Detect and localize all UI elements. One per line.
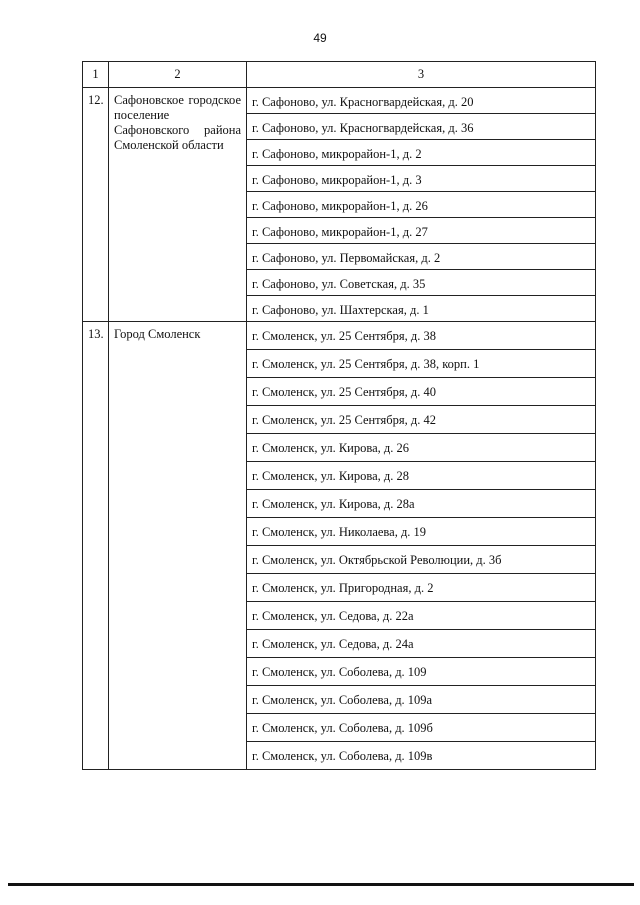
header-row bbox=[83, 62, 596, 88]
address-cell: г. Смоленск, ул. Соболева, д. 109а bbox=[247, 686, 596, 714]
address-cell: г. Смоленск, ул. Пригородная, д. 2 bbox=[247, 574, 596, 602]
address-cell: г. Сафоново, микрорайон-1, д. 3 bbox=[247, 166, 596, 192]
address-cell: г. Смоленск, ул. Кирова, д. 28а bbox=[247, 490, 596, 518]
page-number: 49 bbox=[313, 31, 327, 45]
header-cell-1: 1 bbox=[83, 62, 109, 88]
address-cell: г. Сафоново, микрорайон-1, д. 2 bbox=[247, 140, 596, 166]
municipality-name: Сафоновское городское поселение Сафоновского района Смоленской области bbox=[109, 88, 247, 322]
header-cell-2: 2 bbox=[109, 62, 247, 88]
row-number: 12. bbox=[83, 88, 109, 322]
address-cell: г. Сафоново, ул. Шахтерская, д. 1 bbox=[247, 296, 596, 322]
address-cell: г. Сафоново, микрорайон-1, д. 27 bbox=[247, 218, 596, 244]
address-cell: г. Сафоново, ул. Красногвардейская, д. 20 bbox=[247, 88, 596, 114]
table-group-13 bbox=[83, 322, 596, 770]
address-cell: г. Смоленск, ул. Соболева, д. 109в bbox=[247, 742, 596, 770]
address-cell: г. Смоленск, ул. Кирова, д. 28 bbox=[247, 462, 596, 490]
address-cell: г. Смоленск, ул. Седова, д. 24а bbox=[247, 630, 596, 658]
table-row bbox=[83, 322, 596, 350]
table-group-12 bbox=[83, 88, 596, 322]
address-cell: г. Смоленск, ул. Кирова, д. 26 bbox=[247, 434, 596, 462]
address-cell: г. Смоленск, ул. Седова, д. 22а bbox=[247, 602, 596, 630]
municipality-name: Город Смоленск bbox=[109, 322, 247, 770]
header-cell-3: 3 bbox=[247, 62, 596, 88]
address-cell: г. Сафоново, микрорайон-1, д. 26 bbox=[247, 192, 596, 218]
address-cell: г. Сафоново, ул. Красногвардейская, д. 36 bbox=[247, 114, 596, 140]
row-number: 13. bbox=[83, 322, 109, 770]
address-cell: г. Смоленск, ул. Николаева, д. 19 bbox=[247, 518, 596, 546]
table-row bbox=[83, 88, 596, 114]
address-cell: г. Смоленск, ул. 25 Сентября, д. 42 bbox=[247, 406, 596, 434]
bottom-rule bbox=[8, 883, 634, 886]
address-cell: г. Смоленск, ул. Соболева, д. 109б bbox=[247, 714, 596, 742]
address-cell: г. Смоленск, ул. 25 Сентября, д. 38 bbox=[247, 322, 596, 350]
table-header bbox=[83, 62, 596, 88]
addresses-table bbox=[82, 61, 596, 770]
address-cell: г. Смоленск, ул. 25 Сентября, д. 38, корп. 1 bbox=[247, 350, 596, 378]
address-cell: г. Сафоново, ул. Первомайская, д. 2 bbox=[247, 244, 596, 270]
address-cell: г. Смоленск, ул. 25 Сентября, д. 40 bbox=[247, 378, 596, 406]
address-cell: г. Смоленск, ул. Соболева, д. 109 bbox=[247, 658, 596, 686]
address-cell: г. Смоленск, ул. Октябрьской Революции, д. 3б bbox=[247, 546, 596, 574]
address-cell: г. Сафоново, ул. Советская, д. 35 bbox=[247, 270, 596, 296]
